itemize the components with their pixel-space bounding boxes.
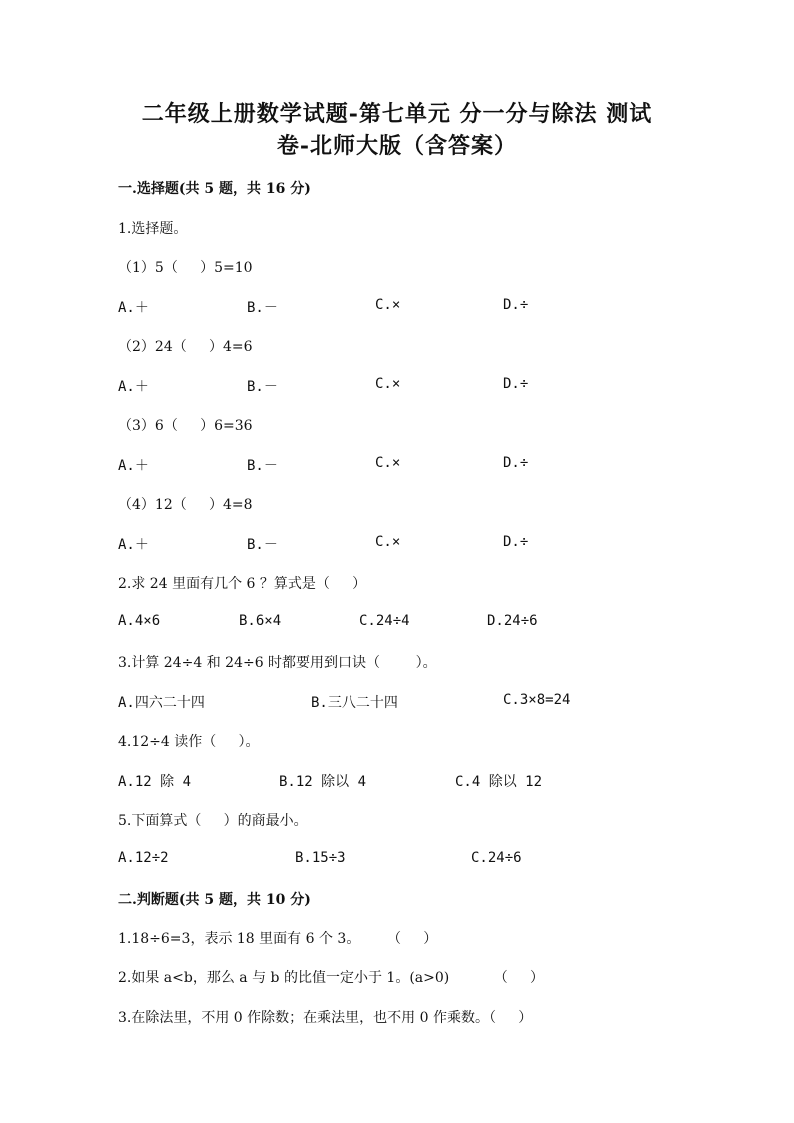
q1-3-option-c: C.×: [375, 455, 401, 471]
q3-option-b: B.三八二十四: [311, 695, 398, 711]
q1-2-option-c: C.×: [375, 376, 401, 392]
q1-1-option-a: A.＋: [118, 300, 149, 316]
question-1-sub-2: （2）24（ ）4=6: [118, 339, 253, 355]
question-1-sub-1: （1）5（ ）5=10: [118, 260, 253, 276]
q2-option-d: D.24÷6: [487, 613, 538, 629]
q2-option-c: C.24÷4: [359, 613, 410, 629]
question-2-stem: 2.求 24 里面有几个 6 ？算式是（ ）: [118, 576, 367, 592]
section-heading-judgement: 二.判断题(共 5 题，共 10 分): [118, 892, 311, 908]
q5-option-a: A.12÷2: [118, 850, 169, 866]
question-3-stem: 3.计算 24÷4 和 24÷6 时都要用到口诀（ ）。: [118, 655, 437, 671]
q1-3-option-d: D.÷: [503, 455, 529, 471]
q4-option-a: A.12 除 4: [118, 774, 192, 790]
section-heading-choice: 一.选择题(共 5 题，共 16 分): [118, 181, 311, 197]
question-1-sub-3: （3）6（ ）6=36: [118, 418, 253, 434]
question-1-sub-4: （4）12（ ）4=8: [118, 497, 253, 513]
q5-option-c: C.24÷6: [471, 850, 522, 866]
judgement-question-3: 3.在除法里，不用 0 作除数；在乘法里，也不用 0 作乘数。（ ）: [118, 1010, 533, 1026]
q1-3-option-b: B.－: [247, 458, 278, 474]
q1-3-option-a: A.＋: [118, 458, 149, 474]
q1-2-option-d: D.÷: [503, 376, 529, 392]
q1-2-option-a: A.＋: [118, 379, 149, 395]
page-title-line-1: 二年级上册数学试题-第七单元 分一分与除法 测试: [141, 101, 653, 127]
q1-4-option-d: D.÷: [503, 534, 529, 550]
question-1-stem: 1.选择题。: [118, 221, 188, 237]
q1-2-option-b: B.－: [247, 379, 278, 395]
q1-4-option-b: B.－: [247, 537, 278, 553]
page-title-line-2: 卷-北师大版（含答案）: [276, 133, 518, 159]
q5-option-b: B.15÷3: [295, 850, 346, 866]
q1-4-option-a: A.＋: [118, 537, 149, 553]
question-4-stem: 4.12÷4 读作（ ）。: [118, 734, 260, 750]
judgement-question-1: 1.18÷6=3，表示 18 里面有 6 个 3。 （ ）: [118, 931, 438, 947]
q3-option-c: C.3×8=24: [503, 692, 571, 708]
q4-option-c: C.4 除以 12: [455, 774, 543, 790]
q1-4-option-c: C.×: [375, 534, 401, 550]
q4-option-b: B.12 除以 4: [279, 774, 367, 790]
q1-1-option-d: D.÷: [503, 297, 529, 313]
q1-1-option-c: C.×: [375, 297, 401, 313]
q1-1-option-b: B.－: [247, 300, 278, 316]
q3-option-a: A.四六二十四: [118, 695, 205, 711]
judgement-question-2: 2.如果 a<b，那么 a 与 b 的比值一定小于 1。(a>0) （ ）: [118, 970, 544, 986]
q2-option-a: A.4×6: [118, 613, 161, 629]
question-5-stem: 5.下面算式（ ）的商最小。: [118, 813, 308, 829]
q2-option-b: B.6×4: [239, 613, 282, 629]
